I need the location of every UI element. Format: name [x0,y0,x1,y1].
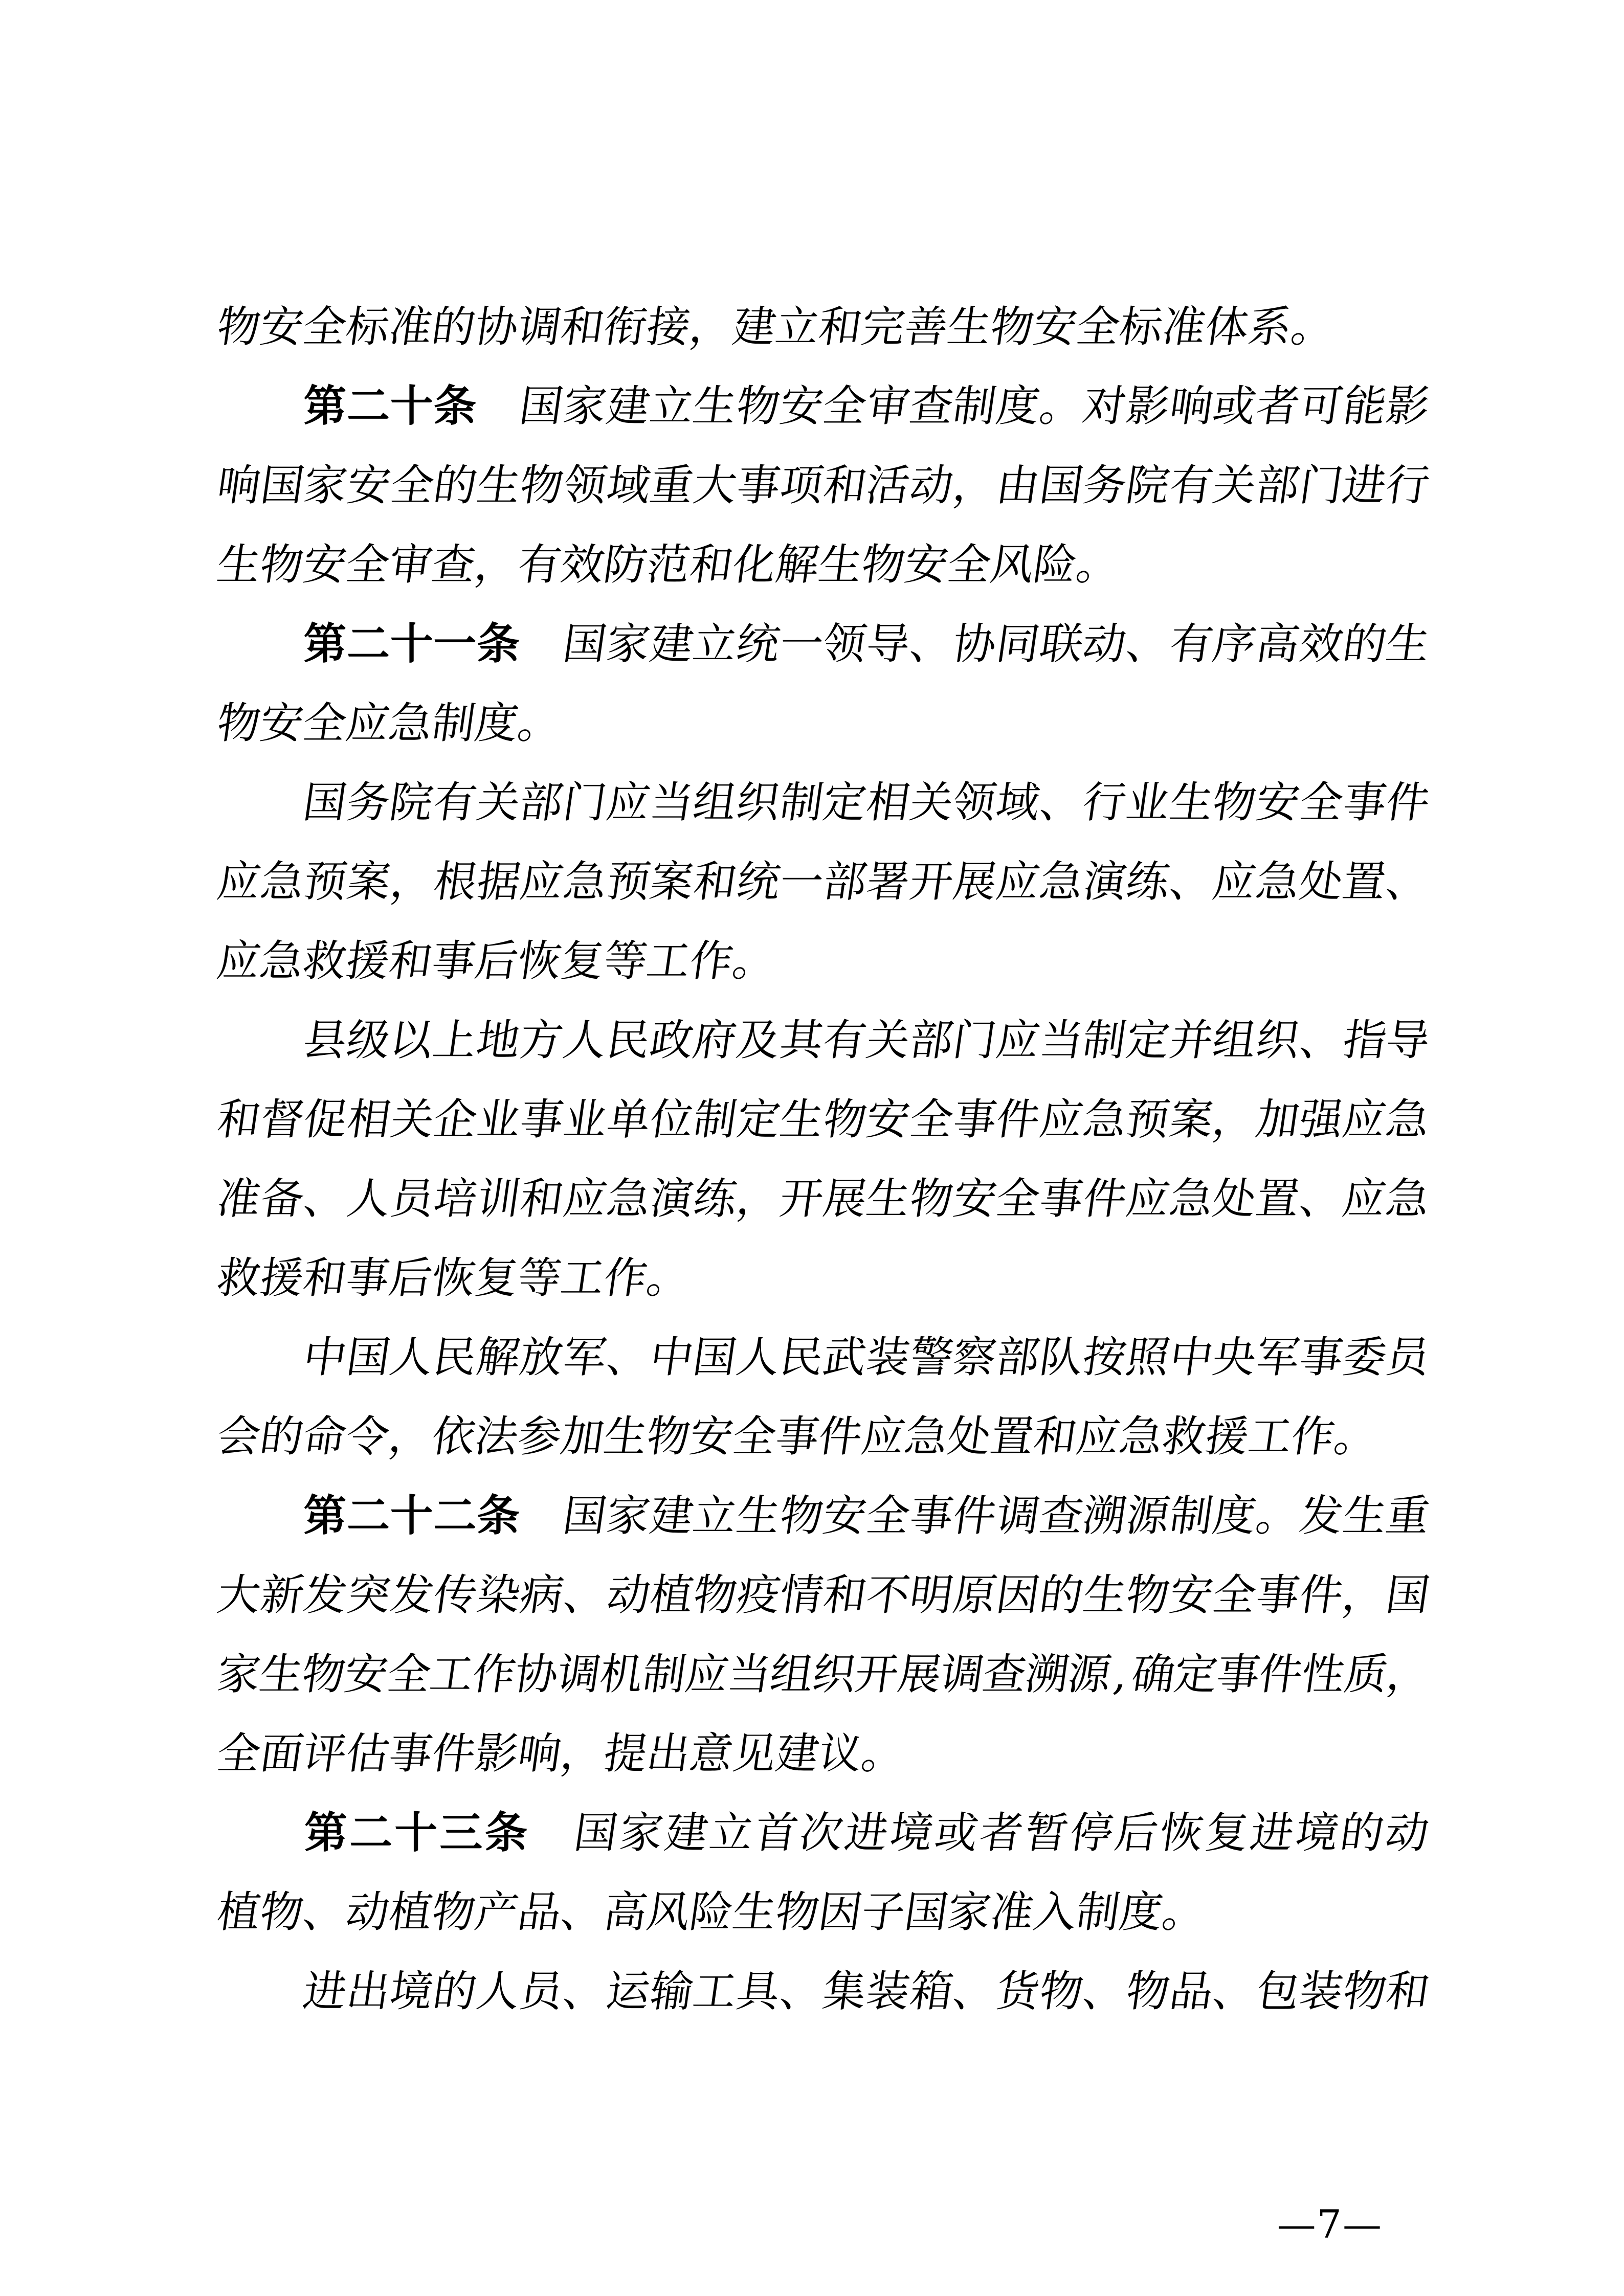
text-line-18: 家 生 物 安 全 工 作 协 调 机 制 应 当 组 织 开 展 调 查 溯 源 , 确 定 事 件 性 质 ， [214,1649,1434,1699]
text-line-12: 准 备 、 人 员 培 训 和 应 急 演 练 ， 开 展 生 物 安 全 事 件 应 急 处 置 、 应 急 [214,1174,1433,1224]
text-line-8: 应 急 预 案 ， 根 据 应 急 预 案 和 统 一 部 署 开 展 应 急 演 练 、 应 急 处 置 、 [214,857,1433,907]
article-number-char: 条 [433,381,477,431]
article-number-char: 二 [347,619,390,669]
article-number-char: 第 [303,381,347,431]
article-number-char: 十 [394,1808,438,1858]
text-line-21: 植 物 、 动 植 物 产 品 、 高 风 险 生 物 因 子 国 家 准 入 制 度 。 [214,1887,1209,1937]
article-number-char: 十 [390,381,433,431]
article-number-char: 条 [477,1491,520,1541]
text-line-7: 国 务 院 有 关 部 门 应 当 组 织 制 定 相 关 领 域 、 行 业 生 物 安 全 事 件 [300,777,1433,827]
article-number-char: 十 [390,1491,433,1541]
text-line-15: 会 的 命 令 ， 依 法 参 加 生 物 安 全 事 件 应 急 处 置 和 应 急 救 援 工 作 。 [214,1411,1381,1461]
article-number-char: 二 [347,1491,390,1541]
text-line-16: 第 二 十 二 条 国 家 建 立 生 物 安 全 事 件 调 查 溯 源 制 度 。 发 生 重 [217,1476,1430,1556]
text-line-19: 全 面 评 估 事 件 影 响 ， 提 出 意 见 建 议 。 [214,1728,908,1779]
text-line-22: 进 出 境 的 人 员 、 运 输 工 具 、 集 装 箱 、 货 物 、 物 品 、 包 装 物 和 [300,1966,1433,2016]
text-line-11: 和 督 促 相 关 企 业 事 业 单 位 制 定 生 物 安 全 事 件 应 急 预 案 ， 加 强 应 急 [214,1094,1433,1144]
text-block [214,287,1434,2031]
article-number-char: 二 [349,1808,393,1858]
article-number-char: 第 [303,1491,347,1541]
text-line-5: 第 二 十 一 条 国 家 建 立 统 一 领 导 、 协 同 联 动 、 有 序 高 效 的 生 [217,604,1430,684]
article-number-char: 第 [304,1808,348,1858]
article-number-char: 十 [390,619,433,669]
text-line-4: 生 物 安 全 审 查 ， 有 效 防 范 和 化 解 生 物 安 全 风 险 。 [214,539,1123,590]
text-line-17: 大 新 发 突 发 传 染 病 、 动 植 物 疫 情 和 不 明 原 因 的 生 物 安 全 事 件 ， 国 [214,1570,1433,1620]
text-line-6: 物 安 全 应 急 制 度 。 [214,698,565,748]
article-number-char: 条 [477,619,520,669]
article-number-char: 二 [347,381,390,431]
article-number-char: 三 [439,1808,483,1858]
article-number-char: 条 [484,1808,528,1858]
text-line-3: 响 国 家 安 全 的 生 物 领 域 重 大 事 项 和 活 动 ， 由 国 务 院 有 关 部 门 进 行 [214,460,1433,510]
text-line-1: 物 安 全 标 准 的 协 调 和 衔 接 ， 建 立 和 完 善 生 物 安 全 标 准 体 系 。 [214,302,1338,352]
article-number-char: 一 [433,619,477,669]
article-number-char: 第 [303,619,347,669]
text-line-2: 第 二 十 条 国 家 建 立 生 物 安 全 审 查 制 度 。 对 影 响 或 者 可 能 影 [217,367,1430,446]
article-number-char: 二 [433,1491,477,1541]
page-number: —7— [1277,2201,1383,2247]
text-line-13: 救 援 和 事 后 恢 复 等 工 作 。 [214,1253,694,1303]
text-line-20: 第 二 十 三 条 国 家 建 立 首 次 进 境 或 者 暂 停 后 恢 复 进 境 的 动 [217,1793,1430,1873]
text-line-14: 中 国 人 民 解 放 军 、 中 国 人 民 武 装 警 察 部 队 按 照 中 央 军 事 委 员 [300,1332,1433,1382]
text-line-10: 县 级 以 上 地 方 人 民 政 府 及 其 有 关 部 门 应 当 制 定 并 组 织 、 指 导 [300,1015,1433,1065]
text-line-9: 应 急 救 援 和 事 后 恢 复 等 工 作 。 [214,936,780,986]
